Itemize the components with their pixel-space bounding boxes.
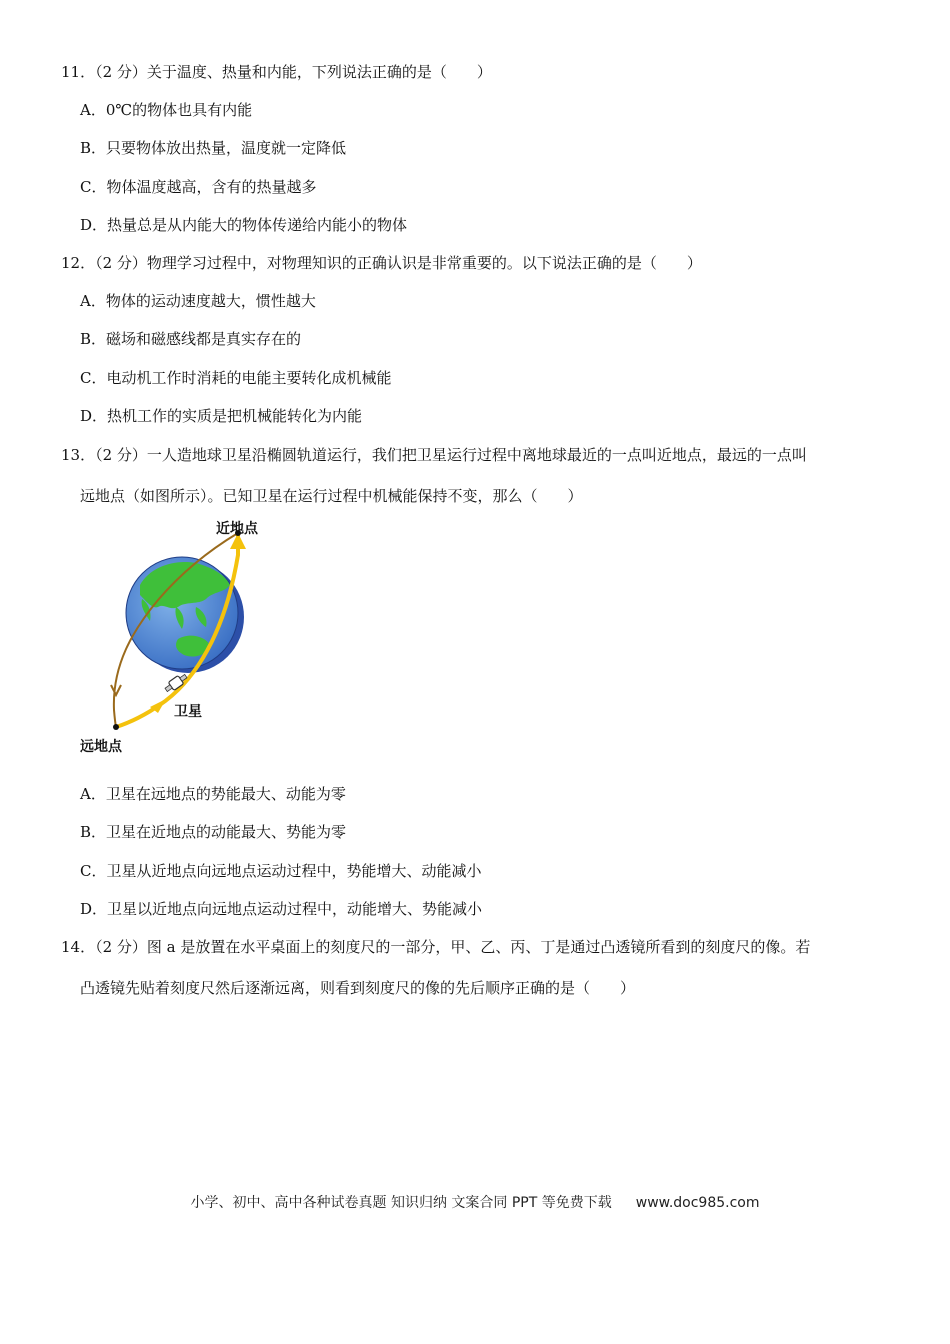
apogee-label: 远地点	[80, 739, 122, 755]
question-number: 11．	[61, 63, 96, 81]
question-text: （2 分）物理学习过程中，对物理知识的正确认识是非常重要的。以下说法正确的是（ ）	[95, 254, 702, 272]
question-text: （2 分）图 a 是放置在水平桌面上的刻度尺的一部分，甲、乙、丙、丁是通过凸透镜所看到的刻度尺的像。若	[95, 938, 811, 956]
question-number: 14．	[61, 938, 96, 956]
q13-option-a: A．卫星在远地点的势能最大、动能为零	[80, 785, 346, 803]
satellite-label: 卫星	[174, 704, 202, 720]
footer-url[interactable]: www.doc985.com	[635, 1195, 760, 1211]
question-14-stem-continued: 凸透镜先贴着刻度尺然后逐渐远离，则看到刻度尺的像的先后顺序正确的是（ ）	[80, 979, 636, 997]
question-text: （2 分）一人造地球卫星沿椭圆轨道运行，我们把卫星运行过程中离地球最近的一点叫近地点，最远的一点叫	[95, 446, 807, 464]
q13-option-c: C．卫星从近地点向远地点运动过程中，势能增大、动能减小	[80, 862, 482, 880]
question-12-stem	[61, 253, 702, 273]
question-11-stem	[61, 62, 492, 82]
question-14-stem	[61, 937, 810, 957]
question-text: （2 分）关于温度、热量和内能，下列说法正确的是（ ）	[95, 63, 492, 81]
q11-option-a: A．0℃的物体也具有内能	[80, 101, 253, 119]
q12-option-d: D．热机工作的实质是把机械能转化为内能	[80, 407, 363, 425]
q13-option-d: D．卫星以近地点向远地点运动过程中，动能增大、势能减小	[80, 900, 483, 918]
q11-option-c: C．物体温度越高，含有的热量越多	[80, 178, 317, 196]
footer-text: 小学、初中、高中各种试卷真题 知识归纳 文案合同 PPT 等免费下载	[190, 1195, 612, 1211]
page-footer	[0, 1192, 950, 1212]
satellite-orbit-figure	[78, 515, 268, 760]
apogee-point	[113, 724, 119, 730]
q11-option-d: D．热量总是从内能大的物体传递给内能小的物体	[80, 216, 408, 234]
orbit-diagram	[78, 515, 268, 760]
question-13-stem	[61, 445, 807, 465]
question-13-stem-continued: 远地点（如图所示）。已知卫星在运行过程中机械能保持不变，那么（ ）	[80, 487, 583, 505]
question-number: 13．	[61, 446, 96, 464]
q13-option-b: B．卫星在近地点的动能最大、势能为零	[80, 823, 347, 841]
q11-option-b: B．只要物体放出热量，温度就一定降低	[80, 139, 347, 157]
q12-option-a: A．物体的运动速度越大，惯性越大	[80, 292, 316, 310]
question-number: 12．	[61, 254, 96, 272]
perigee-label: 近地点	[216, 521, 258, 537]
q12-option-c: C．电动机工作时消耗的电能主要转化成机械能	[80, 369, 392, 387]
q12-option-b: B．磁场和磁感线都是真实存在的	[80, 330, 302, 348]
